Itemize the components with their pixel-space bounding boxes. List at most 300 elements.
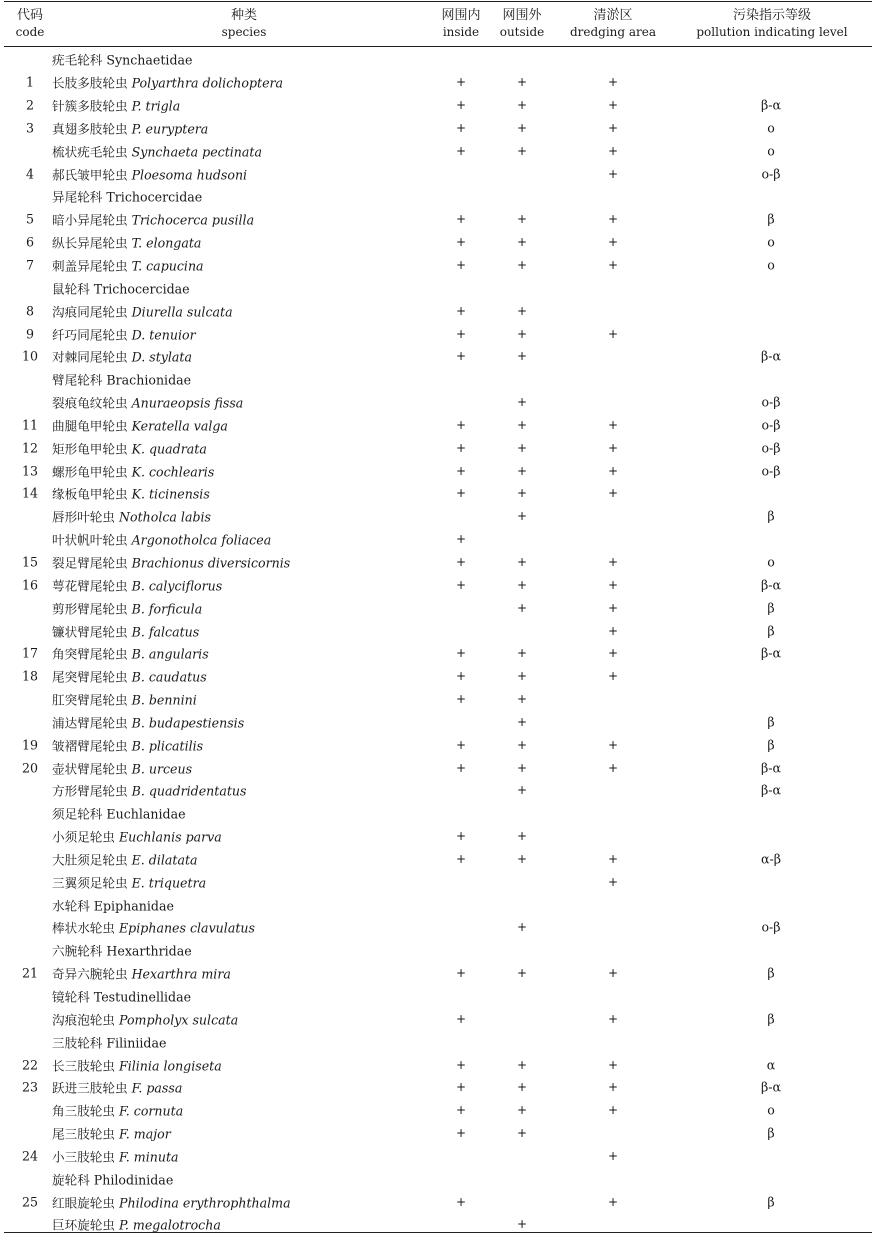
species-cell	[52, 575, 222, 594]
species-cell	[52, 50, 192, 69]
table-row	[4, 139, 874, 162]
outside-mark: +	[516, 486, 528, 501]
species-cell	[52, 278, 190, 297]
header-inside-zh: 网围内	[441, 8, 481, 23]
species-zh: 纤巧同尾轮虫	[52, 327, 128, 343]
species-cell	[52, 804, 186, 823]
species-latin: P. trigla	[131, 98, 181, 114]
inside-mark: +	[455, 760, 467, 775]
family-row	[4, 939, 874, 962]
inside-mark: +	[455, 966, 467, 981]
species-zh: 对棘同尾轮虫	[52, 349, 128, 365]
family-row	[4, 48, 874, 71]
code-cell: 16	[21, 577, 39, 593]
species-cell	[52, 1146, 179, 1165]
species-latin: Pompholyx sulcata	[118, 1012, 239, 1028]
table-row	[4, 528, 874, 551]
inside-mark: +	[455, 120, 467, 135]
species-zh: 曲腿龟甲轮虫	[52, 418, 128, 434]
inside-mark: +	[455, 235, 467, 250]
pollution-level-cell: β-α	[760, 645, 782, 661]
table-row	[4, 825, 874, 848]
outside-mark: +	[516, 75, 528, 90]
species-cell	[52, 644, 209, 663]
species-latin: F. minuta	[118, 1149, 179, 1165]
inside-mark: +	[455, 1194, 467, 1209]
dredging-mark: +	[607, 235, 619, 250]
pollution-level-cell: o-β	[761, 919, 781, 935]
pollution-level-cell: β	[767, 623, 775, 639]
species-cell	[52, 712, 244, 731]
inside-mark: +	[455, 440, 467, 455]
species-cell	[52, 324, 196, 343]
outside-mark: +	[516, 1057, 528, 1072]
species-cell	[52, 735, 203, 754]
species-latin: Hexarthra mira	[131, 966, 231, 982]
inside-mark: +	[455, 851, 467, 866]
family-row	[4, 893, 874, 916]
outside-mark: +	[516, 554, 528, 569]
family-latin: Hexarthridae	[106, 943, 192, 959]
species-latin: Euchlanis parva	[118, 829, 222, 845]
table-row	[4, 551, 874, 574]
species-cell	[52, 827, 222, 846]
outside-mark: +	[516, 851, 528, 866]
table-row	[4, 688, 874, 711]
species-cell	[52, 895, 174, 914]
species-cell	[52, 73, 283, 92]
species-zh: 异尾轮科	[52, 189, 103, 205]
species-zh: 旋轮科	[52, 1172, 90, 1188]
family-row	[4, 802, 874, 825]
species-zh: 镰状臂尾轮虫	[52, 624, 128, 640]
inside-mark: +	[455, 258, 467, 273]
species-zh: 裂足臂尾轮虫	[52, 555, 128, 571]
dredging-mark: +	[607, 417, 619, 432]
outside-mark: +	[516, 349, 528, 364]
species-latin: Anuraeopsis fissa	[131, 395, 244, 411]
header-species	[144, 7, 344, 41]
species-zh: 角突臂尾轮虫	[52, 646, 128, 662]
family-latin: Philodinidae	[93, 1172, 174, 1188]
header-code	[4, 7, 56, 41]
species-cell	[52, 96, 180, 115]
species-latin: B. caudatus	[131, 669, 207, 685]
outside-mark: +	[516, 714, 528, 729]
species-zh: 矩形龟甲轮虫	[52, 441, 128, 457]
table-row	[4, 482, 874, 505]
pollution-level-cell: β-α	[760, 348, 782, 364]
table-row	[4, 117, 874, 140]
family-latin: Trichocercidae	[106, 189, 203, 205]
inside-mark: +	[455, 1126, 467, 1141]
species-cell	[52, 1169, 173, 1188]
outside-mark: +	[516, 1217, 528, 1232]
pollution-level-cell: β	[767, 211, 775, 227]
species-latin: K. cochlearis	[131, 464, 215, 480]
species-latin: B. bennini	[131, 692, 197, 708]
dredging-mark: +	[607, 166, 619, 181]
species-cell	[52, 164, 247, 183]
header-species-zh: 种类	[230, 8, 257, 23]
table-row	[4, 94, 874, 117]
species-latin: Philodina erythrophthalma	[118, 1195, 291, 1211]
code-cell: 20	[21, 760, 39, 776]
table-row	[4, 299, 874, 322]
family-latin: Synchaetidae	[106, 52, 193, 68]
species-zh: 针簇多肢轮虫	[52, 98, 128, 114]
outside-mark: +	[516, 143, 528, 158]
family-row	[4, 1030, 874, 1053]
outside-mark: +	[516, 326, 528, 341]
species-latin: D. stylata	[131, 349, 192, 365]
species-latin: Keratella valga	[131, 418, 228, 434]
species-cell	[52, 233, 201, 252]
table-bottom-rule	[4, 1232, 872, 1233]
code-cell: 9	[25, 326, 34, 342]
dredging-mark: +	[607, 554, 619, 569]
species-latin: B. forficula	[131, 601, 203, 617]
dredging-mark: +	[607, 98, 619, 113]
outside-mark: +	[516, 600, 528, 615]
outside-mark: +	[516, 509, 528, 524]
species-zh: 水轮科	[52, 898, 90, 914]
species-cell	[52, 987, 191, 1006]
table-row	[4, 756, 874, 779]
code-cell: 5	[25, 211, 34, 227]
dredging-mark: +	[607, 120, 619, 135]
pollution-level-cell: β	[767, 600, 775, 616]
table-row	[4, 254, 874, 277]
pollution-level-cell: β	[767, 508, 775, 524]
species-cell	[52, 301, 233, 320]
code-cell: 12	[21, 440, 39, 456]
species-zh: 巨环旋轮虫	[52, 1217, 115, 1233]
outside-mark: +	[516, 737, 528, 752]
species-zh: 裂痕龟纹轮虫	[52, 395, 128, 411]
species-zh: 皱褶臂尾轮虫	[52, 738, 128, 754]
code-cell: 7	[25, 257, 34, 273]
table-row	[4, 71, 874, 94]
species-cell	[52, 781, 246, 800]
species-zh: 奇异六腕轮虫	[52, 966, 128, 982]
table-row	[4, 1076, 874, 1099]
outside-mark: +	[516, 303, 528, 318]
family-row	[4, 368, 874, 391]
dredging-mark: +	[607, 440, 619, 455]
species-zh: 真翅多肢轮虫	[52, 121, 128, 137]
species-cell	[52, 438, 207, 457]
code-cell: 3	[25, 120, 34, 136]
dredging-mark: +	[607, 1103, 619, 1118]
header-level	[684, 7, 860, 41]
header-outside-en: outside	[499, 25, 545, 39]
species-zh: 肛突臂尾轮虫	[52, 692, 128, 708]
pollution-level-cell: β-α	[760, 760, 782, 776]
table-row	[4, 1053, 874, 1076]
species-cell	[52, 187, 202, 206]
species-latin: B. angularis	[131, 646, 209, 662]
pollution-level-cell: o-β	[761, 440, 781, 456]
species-cell	[52, 552, 290, 571]
species-zh: 六腕轮科	[52, 943, 103, 959]
species-latin: Polyarthra dolichoptera	[131, 75, 284, 91]
code-cell: 21	[21, 965, 39, 981]
pollution-level-cell: o-β	[761, 394, 781, 410]
inside-mark: +	[455, 1057, 467, 1072]
table-row	[4, 642, 874, 665]
outside-mark: +	[516, 98, 528, 113]
table-row	[4, 436, 874, 459]
family-row	[4, 1167, 874, 1190]
species-cell	[52, 256, 204, 275]
family-latin: Epiphanidae	[93, 898, 174, 914]
header-inside-en: inside	[442, 25, 480, 39]
species-latin: Brachionus diversicornis	[131, 555, 291, 571]
species-zh: 角三肢轮虫	[52, 1103, 115, 1119]
species-zh: 三翼须足轮虫	[52, 875, 128, 891]
species-zh: 螺形龟甲轮虫	[52, 464, 128, 480]
inside-mark: +	[455, 303, 467, 318]
dredging-mark: +	[607, 737, 619, 752]
table-row	[4, 870, 874, 893]
outside-mark: +	[516, 258, 528, 273]
species-zh: 三肢轮科	[52, 1035, 103, 1051]
species-cell	[52, 484, 210, 503]
inside-mark: +	[455, 692, 467, 707]
code-cell: 13	[21, 463, 39, 479]
species-cell	[52, 370, 191, 389]
inside-mark: +	[455, 143, 467, 158]
table-row	[4, 162, 874, 185]
species-cell	[52, 941, 192, 960]
species-zh: 长肢多肢轮虫	[52, 75, 128, 91]
header-dredging-zh: 清淤区	[593, 8, 633, 23]
species-latin: F. cornuta	[118, 1103, 184, 1119]
species-cell	[52, 758, 192, 777]
header-inside	[429, 7, 493, 41]
inside-mark: +	[455, 829, 467, 844]
inside-mark: +	[455, 75, 467, 90]
dredging-mark: +	[607, 851, 619, 866]
species-latin: E. dilatata	[131, 852, 198, 868]
header-outside	[490, 7, 554, 41]
dredging-mark: +	[607, 1011, 619, 1026]
species-latin: B. quadridentatus	[131, 783, 247, 799]
species-latin: T. elongata	[131, 235, 202, 251]
code-cell: 14	[21, 485, 39, 501]
code-cell: 8	[25, 303, 34, 319]
table-row	[4, 596, 874, 619]
species-zh: 浦达臂尾轮虫	[52, 715, 128, 731]
species-latin: K. ticinensis	[131, 486, 210, 502]
species-latin: Synchaeta pectinata	[131, 144, 262, 160]
species-latin: Trichocerca pusilla	[131, 212, 255, 228]
dredging-mark: +	[607, 966, 619, 981]
species-cell	[52, 1101, 183, 1120]
species-cell	[52, 667, 207, 686]
species-latin: Argonotholca foliacea	[131, 532, 272, 548]
species-cell	[52, 1124, 171, 1143]
dredging-mark: +	[607, 326, 619, 341]
species-latin: Filinia longiseta	[118, 1058, 222, 1074]
table-row	[4, 1122, 874, 1145]
dredging-mark: +	[607, 1148, 619, 1163]
code-cell: 17	[21, 645, 39, 661]
table-row	[4, 1190, 874, 1213]
species-cell	[52, 415, 228, 434]
inside-mark: +	[455, 1080, 467, 1095]
inside-mark: +	[455, 577, 467, 592]
inside-mark: +	[455, 349, 467, 364]
species-zh: 跃进三肢轮虫	[52, 1080, 128, 1096]
table-row	[4, 779, 874, 802]
code-cell: 23	[21, 1079, 39, 1095]
dredging-mark: +	[607, 577, 619, 592]
species-zh: 唇形叶轮虫	[52, 509, 115, 525]
table-row	[4, 345, 874, 368]
outside-mark: +	[516, 646, 528, 661]
species-zh: 棒状水轮虫	[52, 920, 115, 936]
species-latin: P. euryptera	[131, 121, 209, 137]
species-cell	[52, 1032, 166, 1051]
pollution-level-cell: β-α	[760, 782, 782, 798]
table-row	[4, 1099, 874, 1122]
species-zh: 小须足轮虫	[52, 829, 115, 845]
pollution-level-cell: α	[766, 1057, 776, 1073]
table-row	[4, 710, 874, 733]
species-cell	[52, 141, 262, 160]
species-zh: 壶状臂尾轮虫	[52, 761, 128, 777]
dredging-mark: +	[607, 258, 619, 273]
table-row	[4, 414, 874, 437]
species-cell	[52, 118, 208, 137]
dredging-mark: +	[607, 874, 619, 889]
code-cell: 10	[21, 348, 39, 364]
code-cell: 15	[21, 554, 39, 570]
family-latin: Trichocercidae	[93, 281, 190, 297]
pollution-level-cell: o-β	[761, 417, 781, 433]
code-cell: 2	[25, 97, 34, 113]
outside-mark: +	[516, 120, 528, 135]
outside-mark: +	[516, 235, 528, 250]
species-cell	[52, 690, 197, 709]
species-latin: B. falcatus	[131, 624, 200, 640]
table-row	[4, 962, 874, 985]
code-cell: 25	[21, 1194, 39, 1210]
table-row	[4, 391, 874, 414]
pollution-level-cell: β	[767, 1194, 775, 1210]
outside-mark: +	[516, 417, 528, 432]
table-row	[4, 573, 874, 596]
species-zh: 沟痕泡轮虫	[52, 1012, 115, 1028]
outside-mark: +	[516, 395, 528, 410]
family-latin: Testudinellidae	[93, 989, 192, 1005]
code-cell: 1	[25, 74, 34, 90]
species-latin: P. megalotrocha	[118, 1217, 221, 1233]
outside-mark: +	[516, 440, 528, 455]
dredging-mark: +	[607, 143, 619, 158]
species-cell	[52, 918, 255, 937]
header-level-zh: 污染指示等级	[732, 8, 811, 23]
outside-mark: +	[516, 829, 528, 844]
species-zh: 纵长异尾轮虫	[52, 235, 128, 251]
species-zh: 鼠轮科	[52, 281, 90, 297]
inside-mark: +	[455, 463, 467, 478]
outside-mark: +	[516, 463, 528, 478]
dredging-mark: +	[607, 646, 619, 661]
table-body	[4, 48, 874, 1236]
dredging-mark: +	[607, 760, 619, 775]
species-zh: 镜轮科	[52, 989, 90, 1005]
table-row	[4, 231, 874, 254]
species-latin: E. triquetra	[131, 875, 207, 891]
species-cell	[52, 1192, 291, 1211]
species-zh: 大肚须足轮虫	[52, 852, 128, 868]
code-cell: 19	[21, 737, 39, 753]
dredging-mark: +	[607, 486, 619, 501]
inside-mark: +	[455, 532, 467, 547]
species-cell	[52, 872, 206, 891]
table-row	[4, 665, 874, 688]
dredging-mark: +	[607, 623, 619, 638]
species-zh: 长三肢轮虫	[52, 1058, 115, 1074]
pollution-level-cell: β	[767, 737, 775, 753]
species-cell	[52, 461, 214, 480]
species-cell	[52, 347, 192, 366]
header-code-zh: 代码	[16, 8, 43, 23]
family-latin: Euchlanidae	[106, 806, 186, 822]
species-cell	[52, 849, 198, 868]
species-zh: 缘板龟甲轮虫	[52, 486, 128, 502]
code-cell: 6	[25, 234, 34, 250]
pollution-level-cell: o	[767, 120, 775, 136]
species-latin: F. passa	[131, 1080, 183, 1096]
species-zh: 叶状帆叶轮虫	[52, 532, 128, 548]
species-cell	[52, 598, 202, 617]
species-cell	[52, 1009, 238, 1028]
table-row	[4, 322, 874, 345]
pollution-level-cell: β	[767, 965, 775, 981]
family-latin: Brachionidae	[106, 372, 192, 388]
species-zh: 梳状疣毛轮虫	[52, 144, 128, 160]
header-level-en: pollution indicating level	[696, 25, 848, 39]
table-row	[4, 208, 874, 231]
pollution-level-cell: o	[767, 234, 775, 250]
code-cell: 22	[21, 1057, 39, 1073]
outside-mark: +	[516, 1080, 528, 1095]
species-cell	[52, 393, 243, 412]
dredging-mark: +	[607, 1080, 619, 1095]
species-zh: 郝氏皱甲轮虫	[52, 167, 128, 183]
outside-mark: +	[516, 692, 528, 707]
table-row	[4, 505, 874, 528]
pollution-level-cell: o	[767, 257, 775, 273]
species-latin: F. major	[118, 1126, 171, 1142]
header-dredging	[563, 7, 663, 41]
species-zh: 剪形臂尾轮虫	[52, 601, 128, 617]
species-latin: Ploesoma hudsoni	[131, 167, 248, 183]
species-zh: 方形臂尾轮虫	[52, 783, 128, 799]
species-zh: 刺盖异尾轮虫	[52, 258, 128, 274]
species-cell	[52, 507, 211, 526]
pollution-level-cell: β-α	[760, 577, 782, 593]
outside-mark: +	[516, 760, 528, 775]
species-zh: 小三肢轮虫	[52, 1149, 115, 1165]
outside-mark: +	[516, 1126, 528, 1141]
outside-mark: +	[516, 577, 528, 592]
family-row	[4, 985, 874, 1008]
